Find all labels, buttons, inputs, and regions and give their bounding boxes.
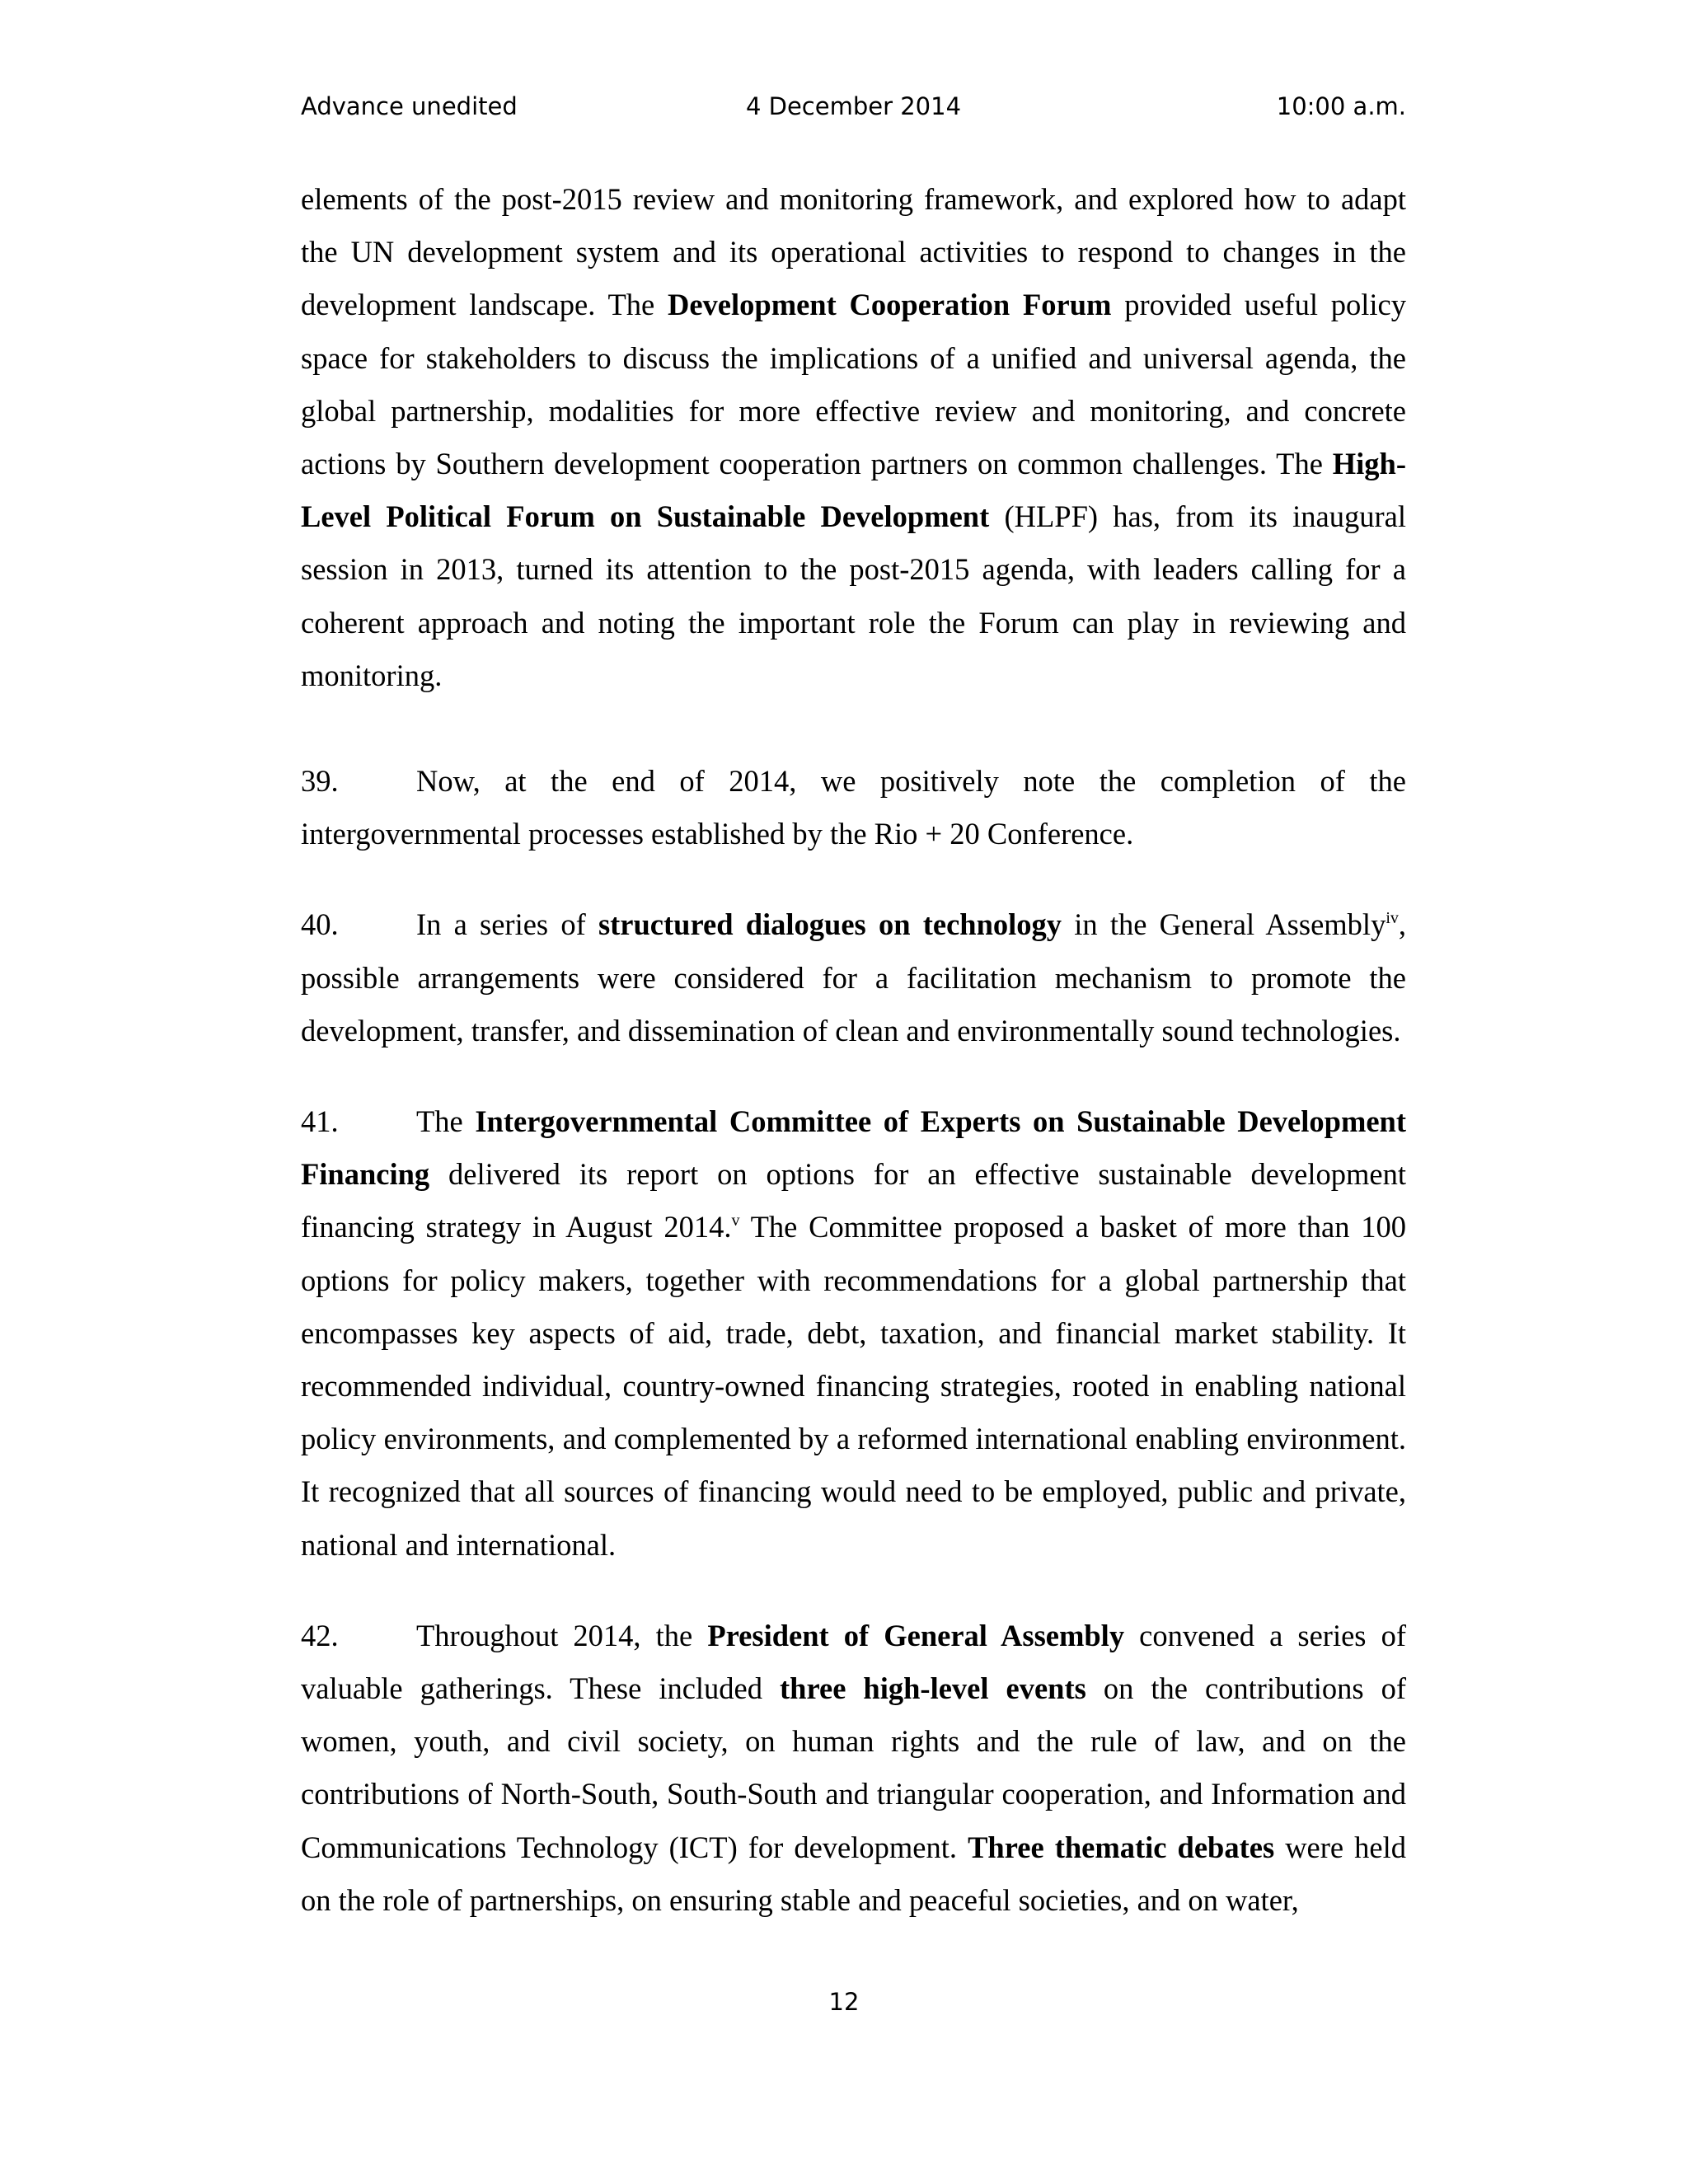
paragraph-41 [301, 1095, 1406, 1572]
text-run: In a series of [416, 907, 598, 942]
paragraph-number: 42. [301, 1618, 339, 1652]
bold-term: Intergovernmental Committee of Experts on Sustainable Development Financing [301, 1104, 1407, 1192]
text-run: , possible arrangements were considered for a facilitation mechanism to promote the development, transfer, and dissemination of clean and environmentally sound technologies. [301, 907, 1407, 1047]
endnote-marker[interactable]: iv [1386, 909, 1399, 928]
paragraph-40 [301, 898, 1406, 1057]
paragraph-39 [301, 755, 1406, 860]
text-run: provided useful policy space for stakeholders to discuss the implications of a unified and universal agenda, the global partnership, modalities for more effective review and monitoring, and concrete actions by Southern development cooperation partners on common challenges. The [301, 288, 1406, 481]
bold-term: three high-level events [780, 1671, 1086, 1706]
paragraph-continued [301, 173, 1406, 702]
bold-term: High-Level Political Forum on Sustainable Development [301, 447, 1406, 534]
text-run: on the contributions of women, youth, and civil society, on human rights and the rule of law, and on the contributions of North-South, South-South and triangular cooperation, and Information and Communications Technology (ICT) for development. [301, 1671, 1406, 1864]
page-header [301, 92, 1406, 125]
text-run: delivered its report on options for an effective sustainable development financing strategy in August 2014. [301, 1157, 1406, 1244]
text-run: Throughout 2014, the [416, 1618, 708, 1652]
text-run: elements of the post-2015 review and monitoring framework, and explored how to adapt the UN development system and its operational activities to respond to changes in the development landscape. The [301, 182, 1406, 322]
bold-term: President of General Assembly [707, 1618, 1125, 1652]
text-run: were held on the role of partnerships, on ensuring stable and peaceful societies, and on water, [301, 1830, 1406, 1917]
text-run: The Committee proposed a basket of more than 100 options for policy makers, together with recommendations for a global partnership that encompasses key aspects of aid, trade, debt, taxation, and financial market stability. It recommended individual, country-owned financing strategies, rooted in enabling national policy environments, and complemented by a reformed international enabling environment. It recognized that all sources of financing would need to be employed, public and private, national and international. [301, 1210, 1406, 1562]
text-run: in the General Assembly [1062, 907, 1386, 942]
text-run: convened a series of valuable gatherings. These included [301, 1618, 1406, 1706]
bold-term: structured dialogues on technology [598, 907, 1062, 942]
bold-term: Development Cooperation Forum [668, 288, 1112, 322]
paragraph-42 [301, 1610, 1406, 1927]
text-run: The [416, 1104, 476, 1139]
header-time: 10:00 a.m. [1276, 92, 1406, 120]
text-run: (HLPF) has, from its inaugural session in 2013, turned its attention to the post-2015 agenda, with leaders calling for a coherent approach and noting the important role the Forum can play in reviewing and monitoring. [301, 499, 1406, 692]
page-number: 12 [828, 1988, 860, 2016]
bold-term: Three thematic debates [968, 1830, 1275, 1864]
paragraph-number: 40. [301, 907, 339, 942]
paragraph-number: 41. [301, 1104, 339, 1139]
text-run: Now, at the end of 2014, we positively note the completion of the intergovernmental processes established by the Rio + 20 Conference. [301, 764, 1406, 851]
paragraph-number: 39. [301, 764, 339, 799]
endnote-marker[interactable]: v [731, 1212, 740, 1230]
document-body [301, 173, 1406, 1927]
header-date: 4 December 2014 [745, 92, 962, 120]
header-status: Advance unedited [301, 92, 518, 120]
